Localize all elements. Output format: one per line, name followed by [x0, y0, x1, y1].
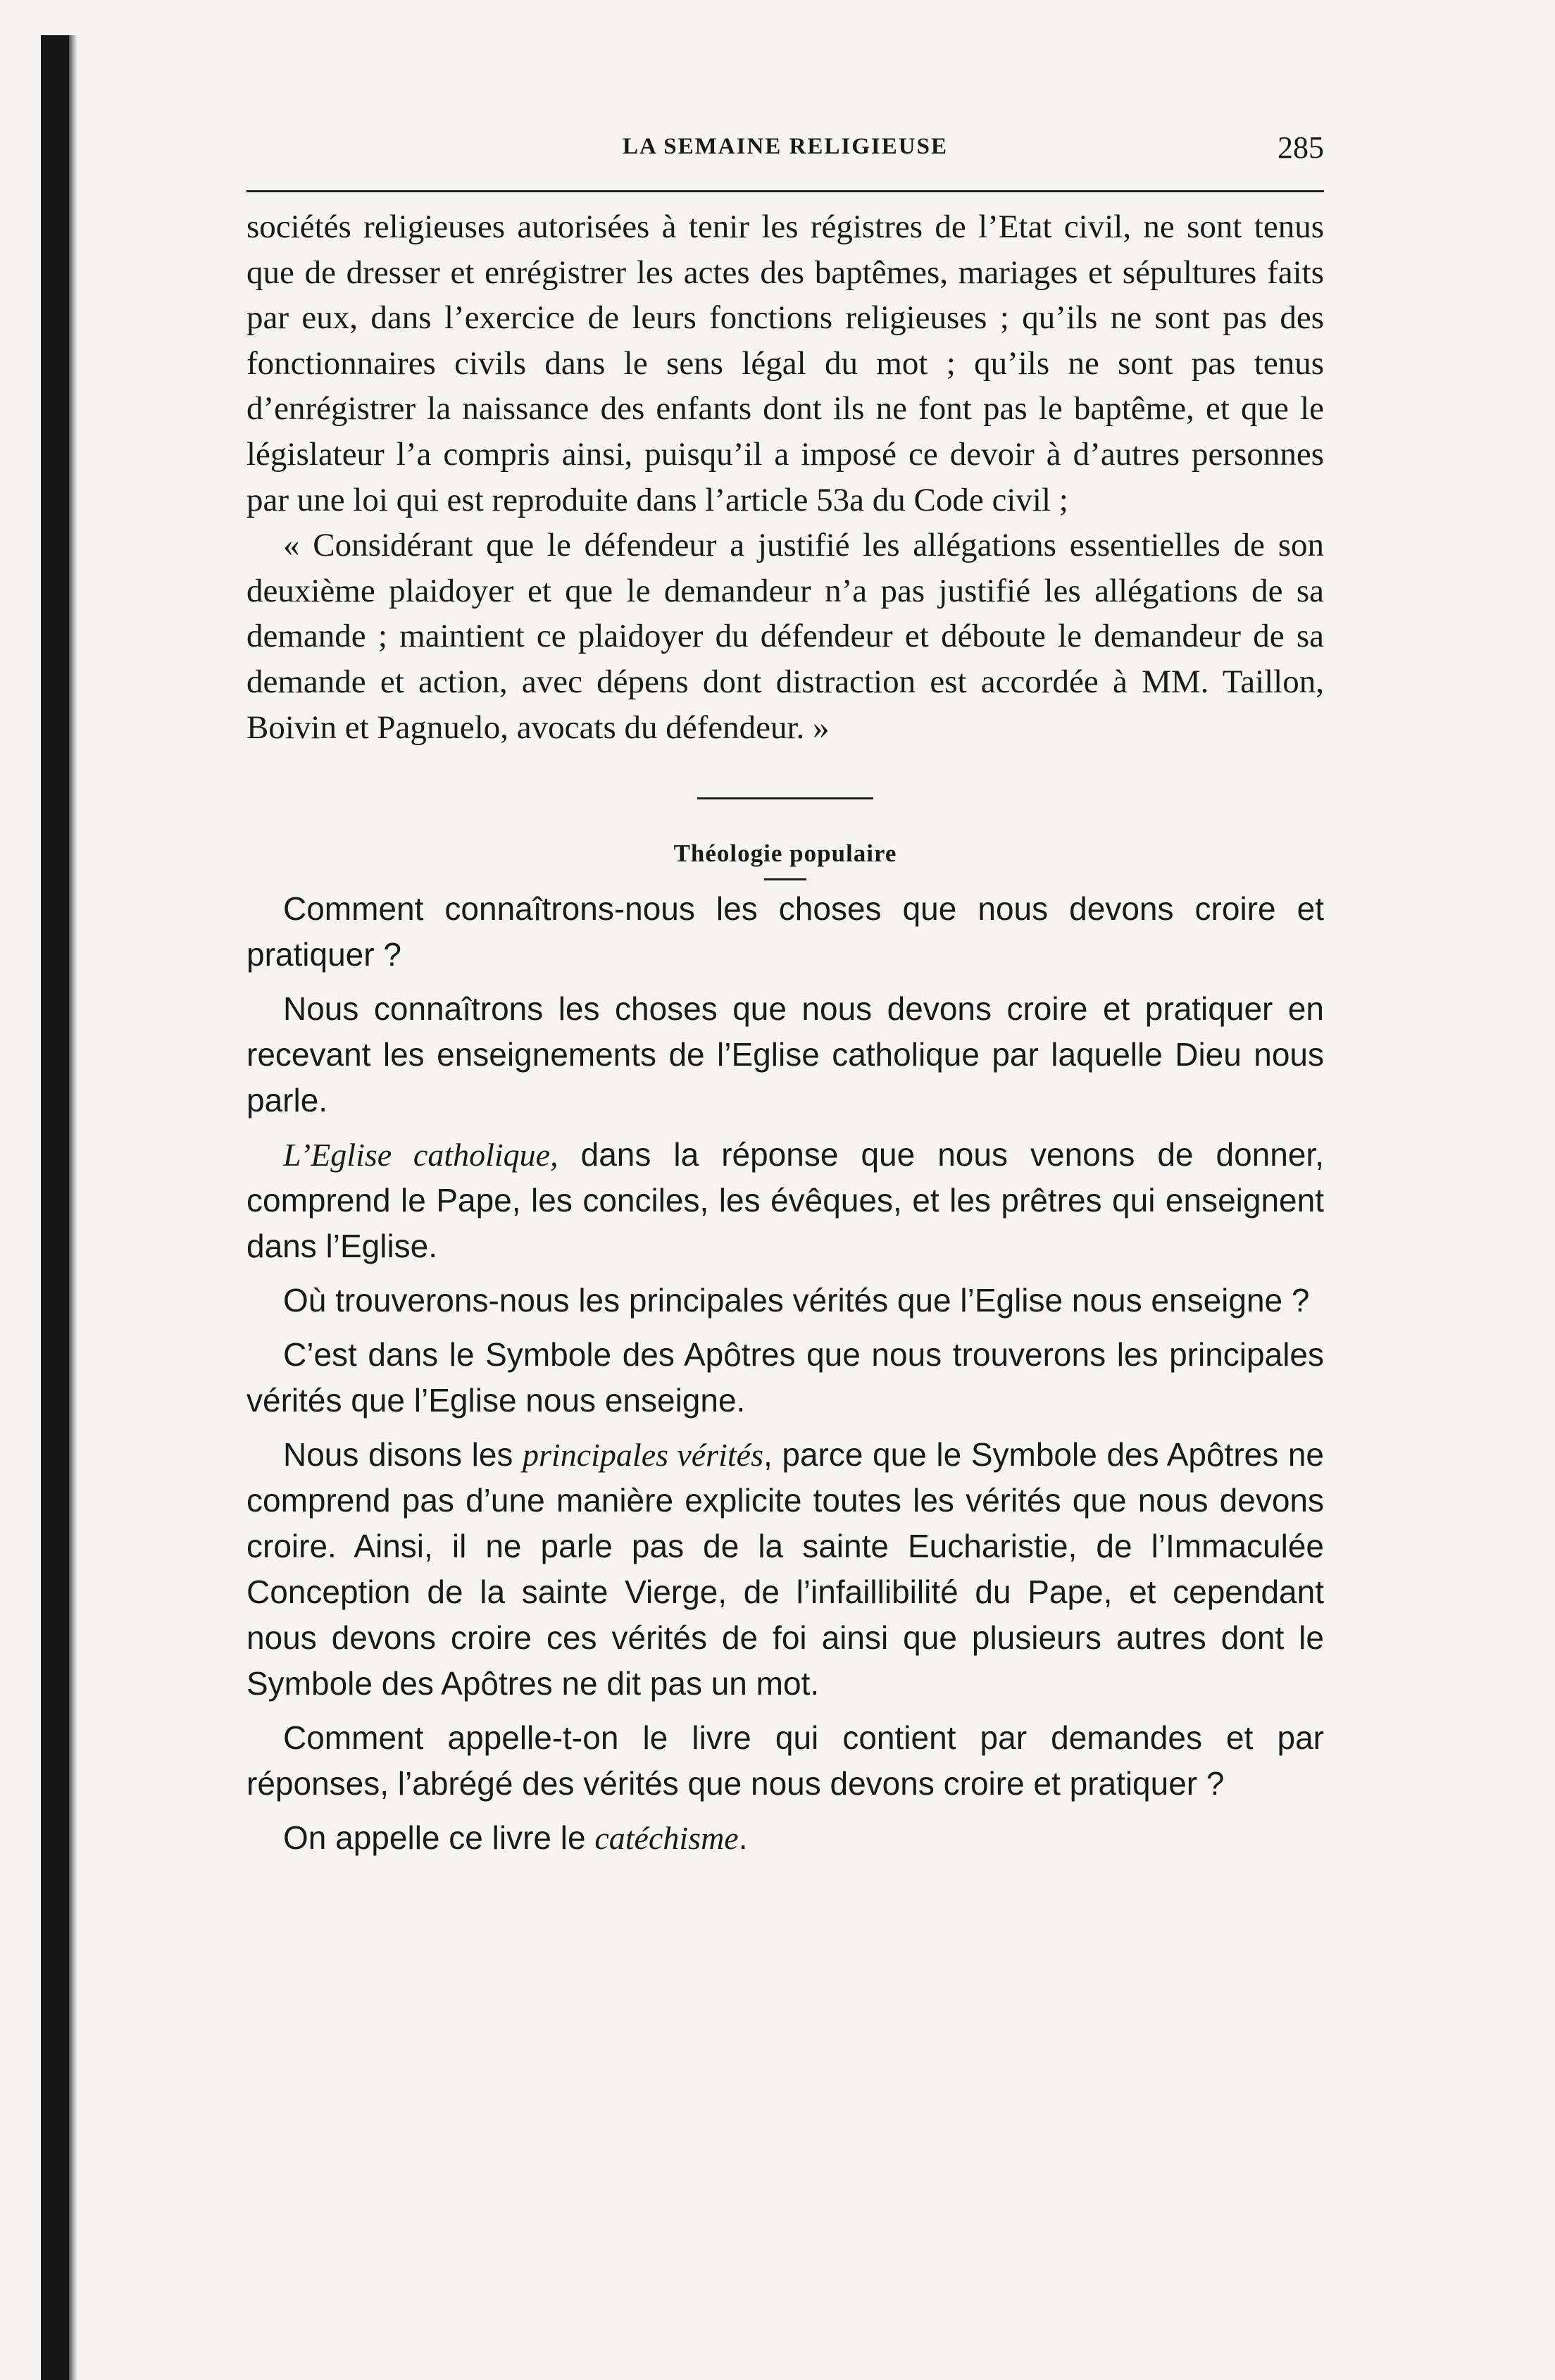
- answer-text: .: [738, 1819, 748, 1857]
- italic-term: catéchisme: [594, 1820, 739, 1857]
- section-title: Théologie populaire: [673, 840, 897, 868]
- running-title: LA SEMAINE RELIGIEUSE: [623, 134, 948, 159]
- book-binding-edge: [41, 35, 69, 2380]
- note-text: Nous disons les: [283, 1436, 523, 1474]
- answer-2-note: [246, 1432, 1324, 1707]
- note-text: , parce que le Symbole des Apôtres ne comprend pas d’une manière explicite toutes les vérités que nous devons croire. Ainsi, il ne parle pas de la sainte Eucharistie, de l’Immaculée Conception de la sainte Vierge, de l’infaillibilité du Pape, et cependant nous devons croire ces vérités de foi ainsi que plusieurs autres dont le Symbole des Apôtres ne dit pas un mot.: [246, 1436, 1325, 1702]
- judgment-paragraph-conclusion: « Considérant que le défendeur a justifié les allégations essentielles de son deuxième plaidoyer et que le demandeur n’a pas justifié les allégations de sa demande ; maintient ce plaidoyer du défendeur et déboute le demandeur de sa demande et action, avec dépens dont distraction est accordée à MM. Taillon, Boivin et Pagnuelo, avocats du défendeur. »: [246, 527, 1324, 746]
- answer-1-note: [246, 1132, 1324, 1269]
- answer-2: C’est dans le Symbole des Apôtres que nous trouverons les principales vérités que l’Eglise nous enseigne.: [246, 1336, 1324, 1419]
- question-3: Comment appelle-t-on le livre qui contient par demandes et par réponses, l’abrégé des vérités que nous devons croire et pratiquer ?: [246, 1719, 1324, 1802]
- judgment-paragraph-continued: sociétés religieuses autorisées à tenir les régistres de l’Etat civil, ne sont tenus que de dresser et enrégistrer les actes des baptêmes, mariages et sépultures faits par eux, dans l’exercice de leurs fonctions religieuses ; qu’ils ne sont pas des fonctionnaires civils dans le sens légal du mot ; qu’ils ne sont pas tenus d’enrégistrer la naissance des enfants dont ils ne font pas le baptême, et que le législateur l’a compris ainsi, puisqu’il a imposé ce devoir à d’autres personnes par une loi qui est reproduite dans l’article 53a du Code civil ;: [246, 208, 1324, 518]
- note-text: dans la réponse que nous venons de donner, comprend le Pape, les conciles, les évêques, et les prêtres qui enseignent dans l’Eglise.: [246, 1136, 1324, 1265]
- running-header: [246, 130, 1324, 169]
- binding-shadow: [69, 35, 77, 2380]
- answer-text: On appelle ce livre le: [283, 1819, 595, 1857]
- header-rule: [246, 190, 1324, 192]
- question-2: Où trouverons-nous les principales vérités que l’Eglise nous enseigne ?: [283, 1282, 1310, 1319]
- italic-term: L’Eglise catholique,: [283, 1137, 558, 1173]
- question-1: Comment connaîtrons-nous les choses que nous devons croire et pratiquer ?: [246, 890, 1324, 973]
- answer-1: Nous connaîtrons les choses que nous devons croire et pratiquer en recevant les enseignements de l’Eglise catholique par laquelle Dieu nous parle.: [246, 990, 1324, 1119]
- page-body: [246, 204, 1324, 1869]
- section-separator: [697, 797, 873, 799]
- catechism-text: [246, 886, 1324, 1861]
- page-number: 285: [1278, 130, 1324, 165]
- italic-term: principales vérités: [523, 1437, 763, 1474]
- title-dash: [764, 878, 806, 880]
- answer-3: [246, 1815, 1324, 1861]
